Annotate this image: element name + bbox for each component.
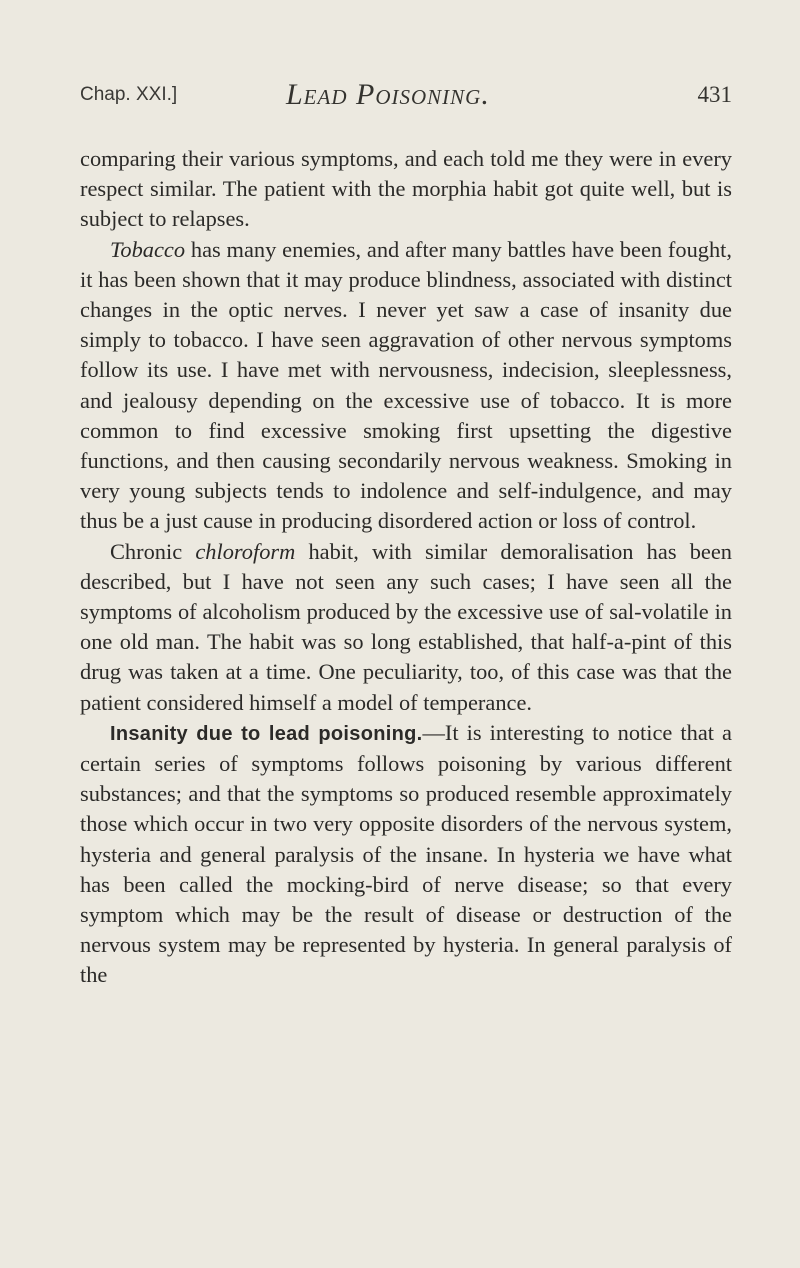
paragraph-text: —It is interesting to notice that a certain series of symptoms follows poisoning by various different substances; and that the symptoms so produced resemble approximately those which occur in two very opposite disorders of the nervous system, hysteria and general paralysis of the insane. In hysteria we have what has been called the mocking-bird of nerve disease; so that every symptom which may be the result of disease or destruction of the nervous system may be represented by hysteria. In general paralysis of the xyxy=(80,719,732,988)
paragraph-lead-poisoning xyxy=(80,718,732,991)
page-number: 431 xyxy=(697,82,732,107)
paragraph-chloroform xyxy=(80,537,732,718)
paragraph-text: Chronic xyxy=(110,538,196,564)
paragraph-text: comparing their various symptoms, and each told me they were in every respect similar. The patient with the morphia habit got quite well, but is subject to relapses. xyxy=(80,146,732,232)
section-heading: Insanity due to lead poisoning. xyxy=(110,722,423,745)
paragraph-text: habit, with similar demoralisation has been described, but I have not seen any such cases; I have seen all the symptoms of alcoholism produced by the excessive use of sal-volatile in one old man. The habit was so long established, that half-a-pint of this drug was taken at a time. One peculiarity, too, of this case was that the patient considered himself a model of temperance. xyxy=(80,538,732,715)
paragraph-tobacco xyxy=(80,235,732,537)
italic-term-tobacco: Tobacco xyxy=(110,236,186,262)
running-head xyxy=(80,78,732,118)
paragraph-text: has many enemies, and after many battles have been fought, it has been shown that it may produce blindness, associated with distinct changes in the optic nerves. I never yet saw a case of insanity due simply to tobacco. I have seen aggravation of other nervous symptoms follow its use. I have met with nervousness, indecision, sleeplessness, and jealousy depending on the excessive use of tobacco. It is more common to find excessive smoking first upsetting the digestive functions, and then causing secondarily nervous weakness. Smoking in very young subjects tends to indolence and self-indulgence, and may thus be a just cause in producing disordered action or loss of control. xyxy=(80,236,732,534)
italic-term-chloroform: chloroform xyxy=(195,538,296,564)
chapter-reference: Chap. XXI.] xyxy=(80,84,178,105)
body-text xyxy=(80,144,732,991)
paragraph-continued xyxy=(80,144,732,235)
running-title: Lead Poisoning. xyxy=(286,78,490,111)
